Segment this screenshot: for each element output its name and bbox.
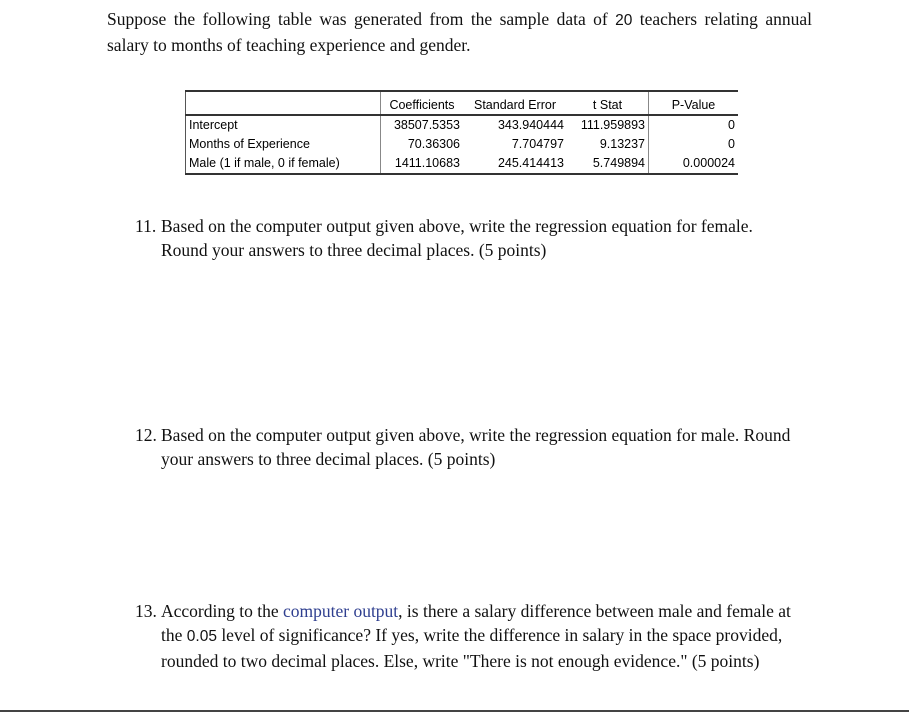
cell-p-value: 0 [728, 137, 735, 151]
cell-p-value: 0 [728, 118, 735, 132]
table-row [186, 135, 739, 154]
intro-paragraph [107, 7, 812, 57]
question-number: 11. [135, 216, 157, 236]
header-standard-error: Standard Error [463, 91, 567, 115]
question-11-line2: Round your answers to three decimal places. (5 points) [161, 240, 547, 260]
question-13-line3: rounded to two decimal places. Else, write "There is not enough evidence." (5 points) [161, 651, 760, 671]
question-11-line1 [135, 214, 815, 238]
question-12 [135, 423, 815, 471]
intro-count: 20 [615, 12, 633, 29]
table-row [186, 154, 739, 174]
header-p-value: P-Value [649, 91, 739, 115]
question-number: 13. [135, 601, 157, 621]
cell-coefficient: 38507.5353 [393, 118, 460, 132]
intro-text-after: teachers relating annual salary to months of teaching experience and gender. [107, 9, 812, 55]
cell-standard-error: 245.414413 [463, 154, 567, 174]
row-label: Male (1 if male, 0 if female) [186, 154, 381, 174]
header-t-stat: t Stat [567, 91, 649, 115]
significance-level: 0.05 [186, 628, 217, 645]
question-13-line1 [135, 599, 815, 623]
row-label: Months of Experience [186, 135, 381, 154]
question-13 [135, 599, 815, 673]
question-11-text1: Based on the computer output given above, write the regression equation for female. [161, 216, 753, 236]
question-12-text1: Based on the computer output given above, write the regression equation for male. Round [161, 425, 791, 445]
question-number: 12. [135, 425, 157, 445]
header-coefficients: Coefficients [381, 91, 464, 115]
question-13-text1c: , is there a salary difference between male and female at [398, 601, 791, 621]
question-13-line2 [135, 623, 815, 649]
header-blank [186, 91, 381, 115]
cell-t-stat: 9.13237 [567, 135, 649, 154]
question-12-line1 [135, 423, 815, 447]
table-row [186, 115, 739, 135]
cell-t-stat: 5.749894 [567, 154, 649, 174]
bottom-divider [0, 710, 909, 712]
regression-table [185, 90, 738, 175]
question-13-text1a: According to the [161, 601, 283, 621]
row-label: Intercept [186, 115, 381, 135]
question-11 [135, 214, 815, 262]
intro-text-before: Suppose the following table was generated from the sample data of [107, 9, 616, 29]
question-12-line2: your answers to three decimal places. (5 points) [161, 449, 496, 469]
table-header-row [186, 91, 739, 115]
cell-coefficient: 1411.10683 [381, 154, 464, 174]
cell-t-stat: 111.959893 [567, 115, 649, 135]
cell-p-value: 0.000024 [649, 154, 739, 174]
question-13-text2a: the [161, 625, 187, 645]
cell-standard-error: 7.704797 [511, 137, 564, 151]
cell-coefficient: 70.36306 [407, 137, 460, 151]
question-13-text2c: level of significance? If yes, write the difference in salary in the space provided, [216, 625, 783, 645]
question-13-highlight: computer output [282, 601, 399, 621]
cell-standard-error: 343.940444 [497, 118, 564, 132]
